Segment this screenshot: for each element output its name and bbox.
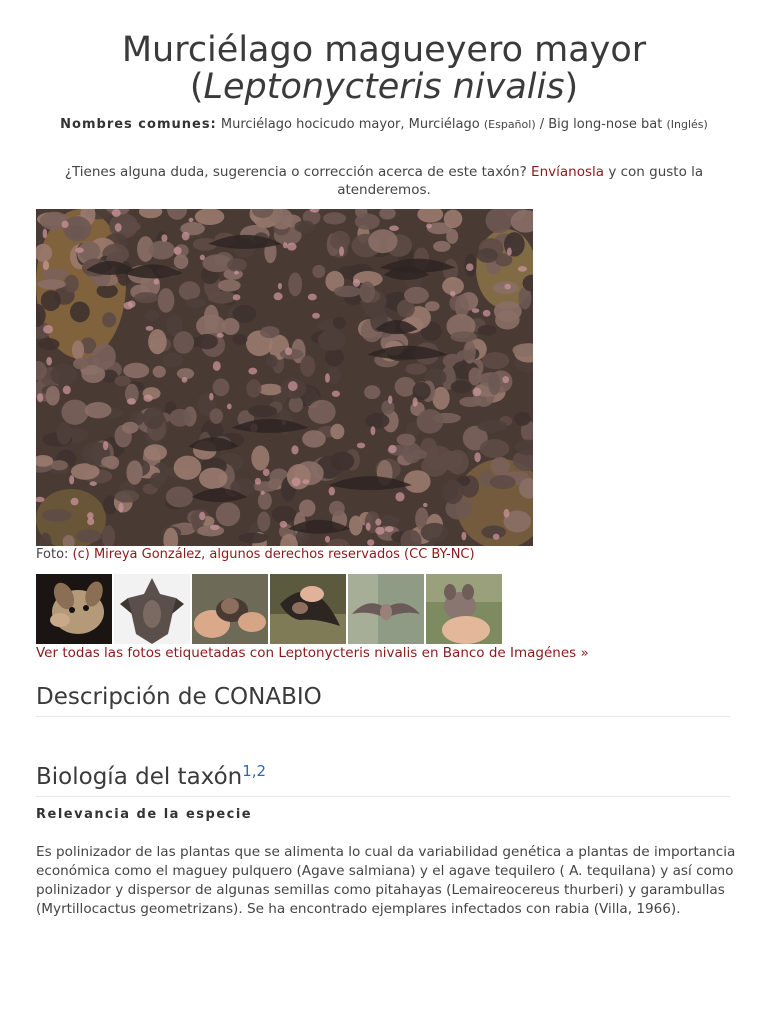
lang-spanish: (Español) (483, 118, 536, 131)
bat-flying-thumb[interactable] (348, 574, 424, 644)
lang-english: (Inglés) (666, 118, 708, 131)
relevance-paragraph: Es polinizador de las plantas que se alimenta lo cual da variabilidad genética a plantas de importancia económica como el maguey pulquero (Agave salmiana) y el agave tequilero ( A. tequilana) y así como polinizador y dispersor de algunas semillas como pitahayas (Lemaireocereus thurberi) y garambullas (Myrtillocactus geometrizans). Se ha encontrado ejemplares infectados con rabia (Villa, 1966). (36, 844, 736, 917)
main-photo[interactable] (36, 209, 533, 546)
common-name-english: Big long-nose bat (548, 117, 663, 132)
title-scientific-name: Leptonycteris nivalis (203, 67, 565, 107)
conabio-heading-text: Descripción de CONABIO (36, 684, 322, 710)
feedback-text-after: y con gusto la atenderemos. (337, 164, 704, 198)
feedback-link[interactable]: Envíanosla (531, 164, 605, 180)
view-all-photos-link[interactable]: Ver todas las fotos etiquetadas con Leptonycteris nivalis en Banco de Imagénes » (36, 645, 589, 661)
biology-refs-link[interactable]: 1,2 (242, 762, 267, 780)
feedback-notice (60, 163, 708, 199)
feedback-text-before: ¿Tienes alguna duda, sugerencia o corrección acerca de este taxón? (64, 164, 532, 180)
title-paren-open: ( (189, 67, 204, 107)
names-separator: / (535, 117, 549, 132)
page-title (0, 32, 768, 106)
relevance-heading: Relevancia de la especie (36, 807, 253, 822)
title-scientific-line (0, 69, 768, 106)
bat-hand-thumb[interactable] (426, 574, 502, 644)
view-all-photos (36, 645, 589, 661)
photo-credit-link[interactable]: (c) Mireya González, algunos derechos reservados (CC BY-NC) (72, 547, 475, 562)
photo-credit-label: Foto: (36, 547, 73, 562)
biology-heading (36, 762, 730, 797)
conabio-heading (36, 684, 730, 717)
title-paren-close: ) (564, 67, 579, 107)
biology-refs[interactable] (242, 762, 266, 780)
bat-colony-image (36, 209, 533, 546)
bat-face-thumb[interactable] (36, 574, 112, 644)
thumbnail-strip (36, 574, 502, 644)
hanging-bat-thumb[interactable] (114, 574, 190, 644)
common-names-label: Nombres comunes: (60, 117, 217, 132)
common-name-spanish: Murciélago hocicudo mayor, Murciélago (220, 117, 480, 132)
bat-in-hand-thumb[interactable] (192, 574, 268, 644)
title-common-name: Murciélago magueyero mayor (121, 30, 647, 70)
common-names (0, 117, 768, 132)
biology-heading-text: Biología del taxón (36, 764, 243, 790)
photo-credit (36, 547, 475, 562)
bat-held-thumb[interactable] (270, 574, 346, 644)
